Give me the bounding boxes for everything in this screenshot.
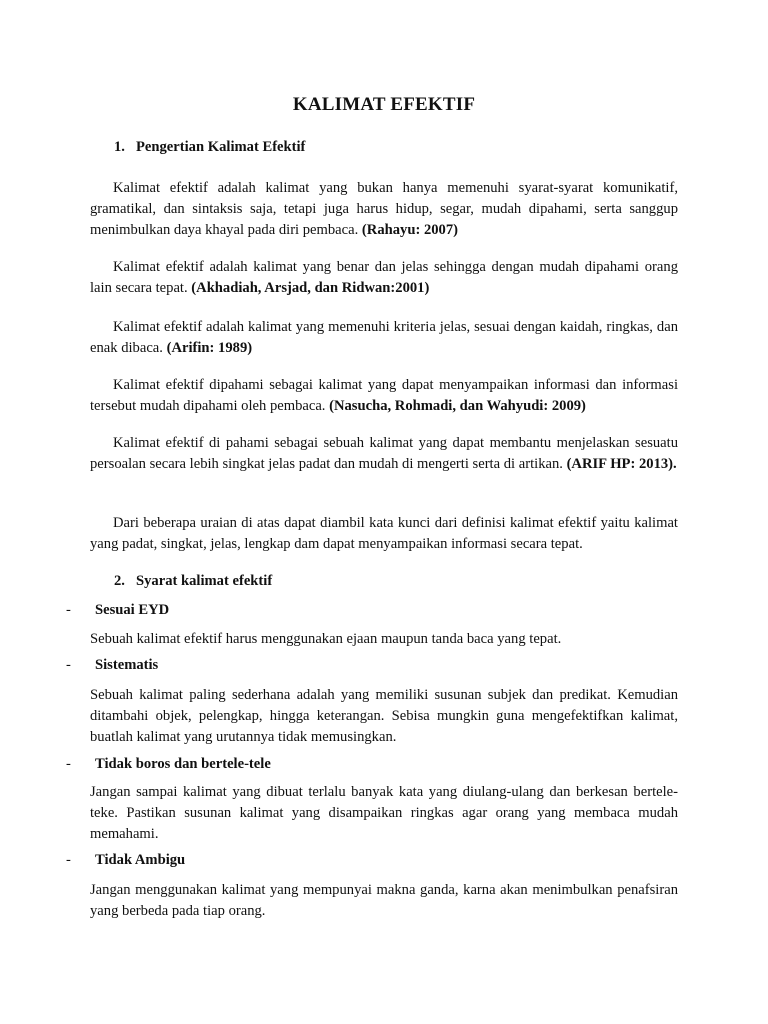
dash-marker: -: [66, 602, 71, 618]
paragraph-text: Kalimat efektif adalah kalimat yang bukan hanya memenuhi syarat-syarat komunikatif, gramatikal, dan sintaksis saja, tetapi juga harus hidup, segar, mudah dipahami, serta sanggup menimbulkan daya khayal pada diri pembaca.: [90, 180, 678, 238]
citation: (ARIF HP: 2013).: [566, 456, 677, 472]
requirement-label: Tidak boros dan bertele-tele: [95, 756, 271, 772]
definition-paragraph: [90, 178, 678, 241]
dash-marker: -: [66, 657, 71, 673]
requirement-label: Tidak Ambigu: [95, 852, 186, 868]
requirement-description: Jangan menggunakan kalimat yang mempunyai makna ganda, karna akan menimbulkan penafsiran yang berbeda pada tiap orang.: [90, 882, 678, 919]
paragraph-text: Kalimat efektif dipahami sebagai kalimat yang dapat menyampaikan informasi dan informasi tersebut mudah dipahami oleh pembaca.: [90, 377, 678, 414]
requirement-item: [66, 657, 158, 674]
conclusion-paragraph: [90, 513, 678, 555]
definition-paragraph: [90, 433, 678, 475]
definition-paragraph: [90, 375, 678, 417]
requirement-description: Sebuah kalimat efektif harus menggunakan ejaan maupun tanda baca yang tepat.: [90, 631, 562, 647]
dash-marker: -: [66, 756, 71, 772]
citation: (Akhadiah, Arsjad, dan Ridwan:2001): [191, 280, 430, 296]
requirement-item: [66, 756, 271, 773]
citation: (Rahayu: 2007): [361, 222, 458, 238]
dash-marker: -: [66, 852, 71, 868]
requirement-item: [66, 852, 185, 869]
requirement-description: Jangan sampai kalimat yang dibuat terlalu banyak kata yang diulang-ulang dan berkesan bertele-teke. Pastikan susunan kalimat yang disampaikan ringkas agar orang yang membaca mudah memahami.: [90, 784, 678, 842]
section-title: Pengertian Kalimat Efektif: [136, 139, 306, 155]
requirement-label: Sistematis: [95, 657, 159, 673]
requirement-item: [66, 602, 169, 619]
paragraph-text: Kalimat efektif adalah kalimat yang benar dan jelas sehingga dengan mudah dipahami orang lain secara tepat.: [90, 259, 678, 296]
section-number: 2.: [114, 573, 125, 589]
document-title: KALIMAT EFEKTIF: [292, 94, 476, 115]
paragraph-text: Kalimat efektif adalah kalimat yang memenuhi kriteria jelas, sesuai dengan kaidah, ringkas, dan enak dibaca.: [90, 319, 678, 356]
citation: (Arifin: 1989): [166, 340, 253, 356]
section-heading-definition: [114, 139, 305, 156]
section-title: Syarat kalimat efektif: [136, 573, 273, 589]
paragraph-text: Dari beberapa uraian di atas dapat diambil kata kunci dari definisi kalimat efektif yaitu kalimat yang padat, singkat, jelas, lengkap dam dapat menyampaikan informasi secara tepat.: [90, 515, 678, 552]
section-number: 1.: [114, 139, 125, 155]
paragraph-text: Kalimat efektif di pahami sebagai sebuah kalimat yang dapat membantu menjelaskan sesuatu persoalan secara lebih singkat jelas padat dan mudah di mengerti serta di artikan.: [90, 435, 678, 472]
definition-paragraph: [90, 317, 678, 359]
requirement-label: Sesuai EYD: [95, 602, 170, 618]
section-heading-requirements: [114, 573, 272, 590]
requirement-description: Sebuah kalimat paling sederhana adalah yang memiliki susunan subjek dan predikat. Kemudian ditambahi objek, pelengkap, hingga keterangan. Sebisa mungkin guna mengefektifkan kalimat, buatlah kalimat yang urutannya tidak memusingkan.: [90, 687, 678, 745]
definition-paragraph: [90, 257, 678, 299]
citation: (Nasucha, Rohmadi, dan Wahyudi: 2009): [329, 398, 586, 414]
